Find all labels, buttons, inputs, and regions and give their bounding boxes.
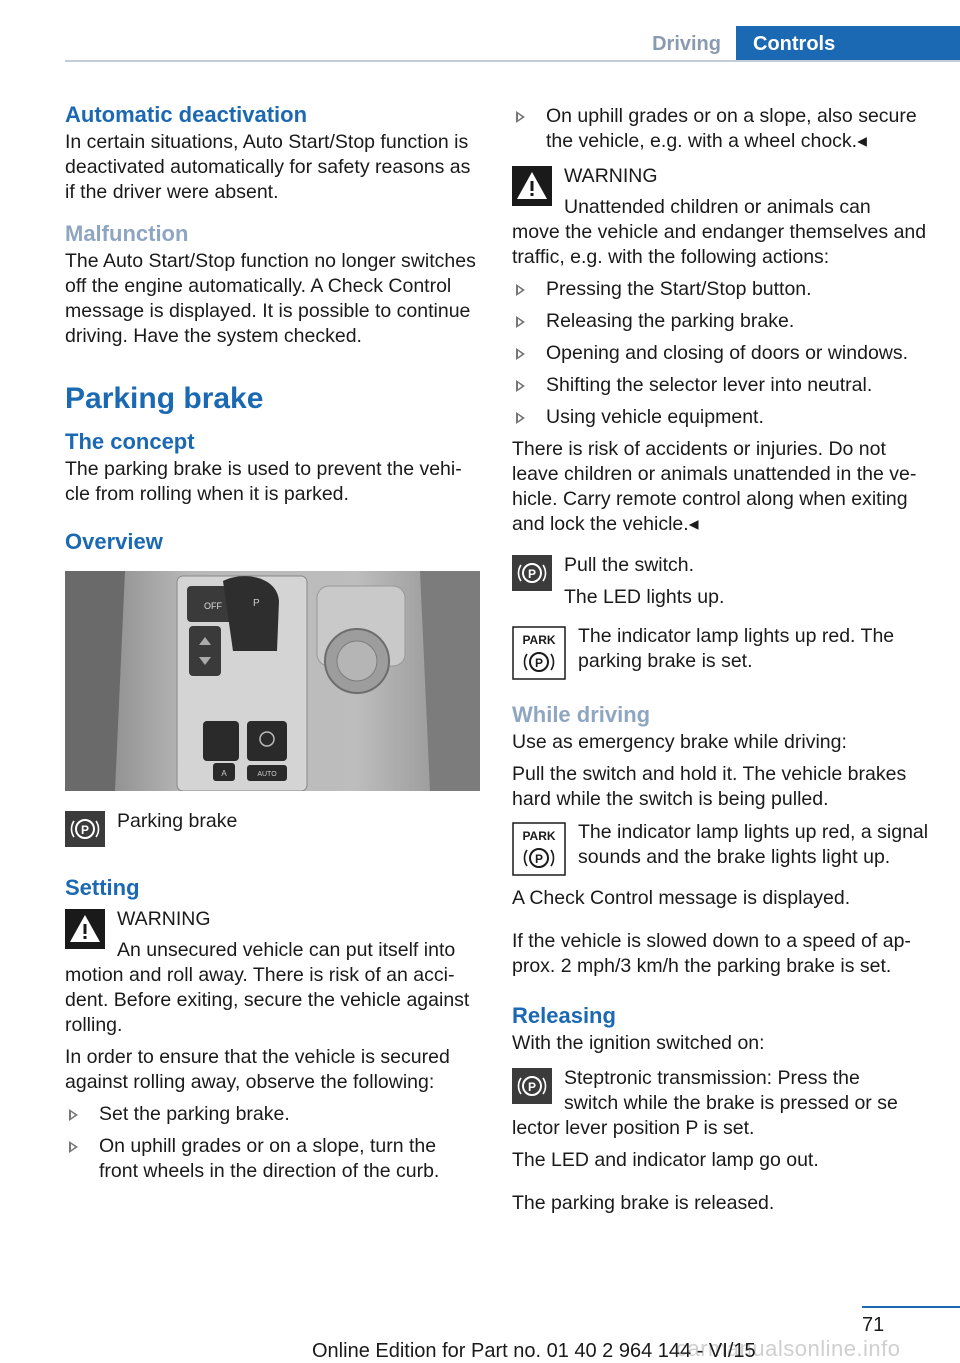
warning-icon bbox=[65, 909, 105, 949]
setting-warning-label: WARNING bbox=[117, 908, 211, 930]
parking-brake-caption: Parking brake bbox=[117, 810, 238, 832]
svg-text:P: P bbox=[534, 656, 544, 670]
svg-text:P: P bbox=[80, 823, 90, 837]
warning-action-bullet: Pressing the Start/Stop button. bbox=[512, 277, 930, 302]
left-column bbox=[65, 100, 480, 1184]
ensure-text: In order to ensure that the vehicle is secured against rolling away, observe the following: bbox=[65, 1046, 450, 1093]
setting-bullet: On uphill grades or on a slope, turn the front wheels in the direction of the curb. bbox=[65, 1134, 480, 1184]
concept-title: The concept bbox=[65, 429, 195, 454]
indicator-set-text: The indicator lamp lights up red. The parking brake is set. bbox=[578, 625, 895, 672]
indicator-signal-text: The indicator lamp lights up red, a signal sounds and the brake lights light up. bbox=[578, 821, 929, 868]
park-indicator-text: PARK bbox=[522, 633, 556, 647]
check-control-text: A Check Control message is displayed. bbox=[512, 887, 851, 909]
warning-action-bullet: Opening and closing of doors or windows. bbox=[512, 341, 930, 366]
malfunction-text: The Auto Start/Stop function no longer switches off the engine automatically. A Check Control message is displayed. It is possible to continue driving. Have the system checked. bbox=[65, 250, 476, 347]
setting-bullet: Set the parking brake. bbox=[65, 1102, 480, 1127]
parking-brake-caption-block bbox=[65, 809, 480, 851]
releasing-text1: With the ignition switched on: bbox=[512, 1032, 765, 1054]
off-button-label: OFF bbox=[204, 601, 222, 611]
park-indicator-icon bbox=[512, 822, 566, 876]
released-text: The parking brake is released. bbox=[512, 1192, 775, 1214]
wheel-chock-bullet: On uphill grades or on a slope, also secure the vehicle, e.g. with a wheel chock.◂ bbox=[512, 104, 930, 154]
parking-brake-switch-icon bbox=[65, 811, 105, 847]
warning-action-bullet: Shifting the selector lever into neutral. bbox=[512, 373, 930, 398]
svg-text:P: P bbox=[534, 852, 544, 866]
warning-action-bullet: Releasing the parking brake. bbox=[512, 309, 930, 334]
steptronic-second: switch while the brake is pressed or se bbox=[564, 1092, 898, 1114]
center-console-illustration bbox=[65, 571, 480, 791]
parking-brake-switch-icon bbox=[512, 1068, 552, 1104]
pull-switch-text: Pull the switch. bbox=[564, 554, 695, 576]
warning-icon bbox=[512, 166, 552, 206]
indicator-set-block bbox=[512, 624, 930, 686]
steptronic-first: Steptronic transmission: Press the bbox=[564, 1067, 860, 1089]
steptronic-block bbox=[512, 1066, 930, 1141]
children-warning-block bbox=[512, 164, 930, 270]
while-driving-text2: Pull the switch and hold it. The vehicle brakes hard while the switch is being pulled. bbox=[512, 763, 907, 810]
header-section: Driving bbox=[652, 33, 721, 55]
warning-action-bullet: Using vehicle equipment. bbox=[512, 405, 930, 430]
right-column bbox=[512, 100, 930, 1216]
setting-title: Setting bbox=[65, 875, 140, 900]
parking-brake-title: Parking brake bbox=[65, 382, 264, 415]
auto-deactivation-title: Automatic deactivation bbox=[65, 102, 308, 127]
concept-text: The parking brake is used to prevent the vehicle from rolling when it is parked. bbox=[65, 458, 462, 505]
setting-warning-first: An unsecured vehicle can put itself into bbox=[117, 939, 456, 961]
children-warning-label: WARNING bbox=[564, 165, 658, 187]
edition-text: Online Edition for Part no. 01 40 2 964 144 - VI/15 bbox=[312, 1340, 756, 1362]
center-console-photo bbox=[65, 571, 480, 791]
svg-text:P: P bbox=[527, 567, 537, 581]
watermark: carmanualsonline.info bbox=[676, 1336, 901, 1361]
shifter-p-label: P bbox=[253, 598, 260, 609]
while-driving-text1: Use as emergency brake while driving: bbox=[512, 731, 847, 753]
footer-divider bbox=[862, 1306, 960, 1308]
children-warning-rest: move the vehicle and endanger themselves and traffic, e.g. with the following actions: bbox=[512, 221, 927, 268]
pull-switch-block bbox=[512, 553, 930, 610]
parking-brake-switch-icon bbox=[512, 555, 552, 591]
overview-title: Overview bbox=[65, 529, 163, 554]
led-out-text: The LED and indicator lamp go out. bbox=[512, 1149, 819, 1171]
auto-deactivation-text: In certain situations, Auto Start/Stop function is deactivated automatically for safety reasons as if the driver were absent. bbox=[65, 131, 471, 203]
auto-hold-button-label: A bbox=[221, 769, 227, 778]
auto-button-label: AUTO bbox=[257, 771, 277, 778]
while-driving-title: While driving bbox=[512, 702, 651, 727]
header-chapter: Controls bbox=[736, 26, 960, 62]
children-warning-first: Unattended children or animals can bbox=[564, 196, 871, 218]
slowed-text: If the vehicle is slowed down to a speed of approx. 2 mph/3 km/h the parking brake is set. bbox=[512, 930, 911, 977]
header-divider bbox=[65, 60, 960, 62]
led-lights-text: The LED lights up. bbox=[564, 586, 725, 608]
risk-text: There is risk of accidents or injuries. Do not leave children or animals unattended in the vehicle. Carry remote control along when exiting and lock the vehicle.◂ bbox=[512, 438, 917, 535]
park-indicator-icon bbox=[512, 626, 566, 680]
setting-warning-rest: motion and roll away. There is risk of an accident. Before exiting, secure the vehicle against rolling. bbox=[65, 964, 470, 1036]
indicator-signal-block bbox=[512, 820, 930, 882]
park-indicator-text: PARK bbox=[522, 829, 556, 843]
svg-text:P: P bbox=[527, 1080, 537, 1094]
page-number: 71 bbox=[862, 1314, 885, 1336]
releasing-title: Releasing bbox=[512, 1003, 616, 1028]
setting-warning-block bbox=[65, 907, 480, 1038]
malfunction-title: Malfunction bbox=[65, 221, 189, 246]
steptronic-rest: lector lever position P is set. bbox=[512, 1117, 755, 1139]
